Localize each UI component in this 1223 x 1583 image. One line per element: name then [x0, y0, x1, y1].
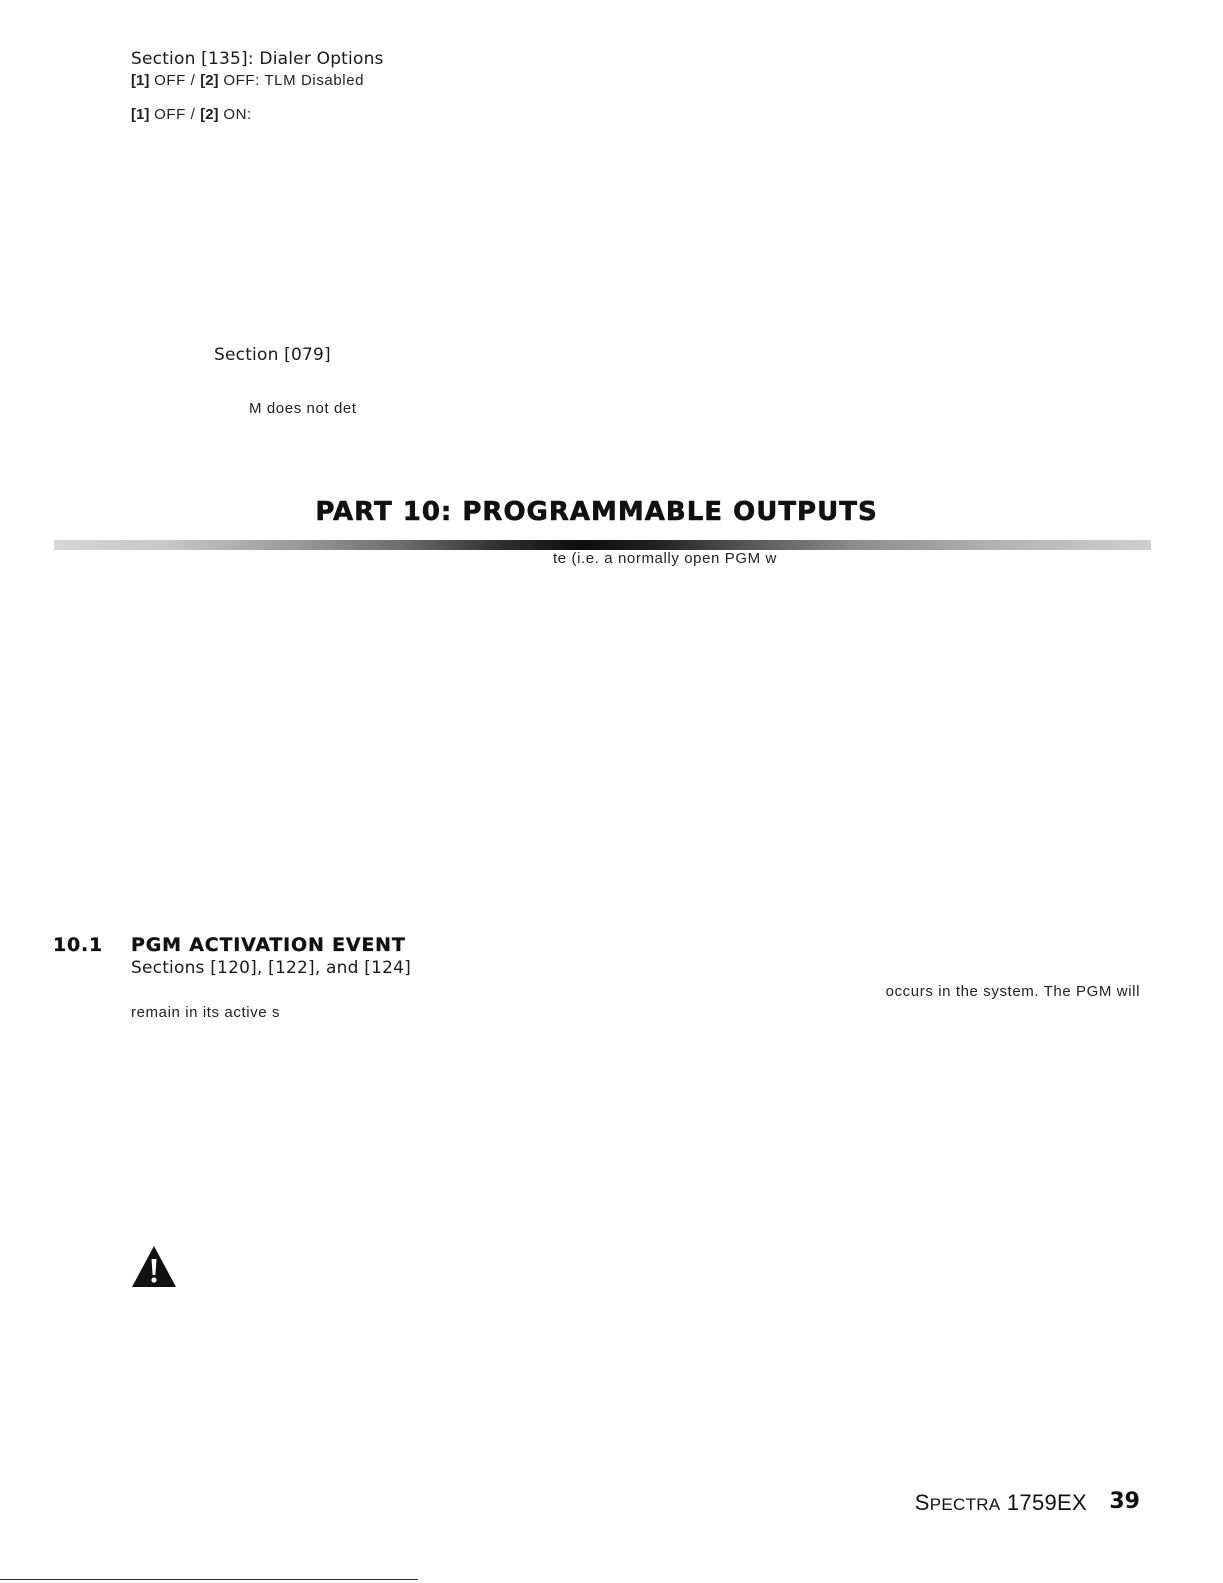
option-tlm-disabled: [131, 72, 364, 89]
option-on: [131, 106, 252, 123]
page-number: 39: [1109, 1489, 1140, 1514]
option-text-1: OFF /: [149, 72, 201, 89]
footer-product-name: [915, 1490, 1087, 1516]
title-divider: [54, 540, 1151, 550]
subsection-title: PGM ACTIVATION EVENT: [131, 934, 406, 956]
brand-initial: S: [914, 1490, 930, 1515]
warning-triangle-icon: [131, 1244, 177, 1288]
model-number: 1759EX: [1000, 1490, 1087, 1515]
option-key-1: [1]: [131, 72, 150, 89]
bottom-rule: [0, 1579, 418, 1580]
option-key-2: [2]: [200, 106, 219, 123]
section-079-heading: Section [079]: [214, 345, 331, 365]
remain-fragment: remain in its active s: [131, 1004, 281, 1021]
occurs-fragment: occurs in the system. The PGM will: [885, 983, 1140, 1000]
brand-rest: PECTRA: [929, 1495, 1001, 1514]
option-text-2: ON:: [218, 106, 252, 123]
normally-open-fragment: te (i.e. a normally open PGM w: [553, 550, 777, 567]
option-text-1: OFF /: [149, 106, 201, 123]
dialer-options-heading: Section [135]: Dialer Options: [131, 49, 384, 69]
option-text-2: OFF: TLM Disabled: [218, 72, 365, 89]
subsection-number: 10.1: [53, 934, 104, 956]
pgm-detect-fragment: M does not det: [249, 400, 357, 417]
option-key-2: [2]: [200, 72, 219, 89]
option-key-1: [1]: [131, 106, 150, 123]
part-title: PART 10: PROGRAMMABLE OUTPUTS: [315, 497, 878, 527]
sections-reference: Sections [120], [122], and [124]: [131, 958, 411, 978]
